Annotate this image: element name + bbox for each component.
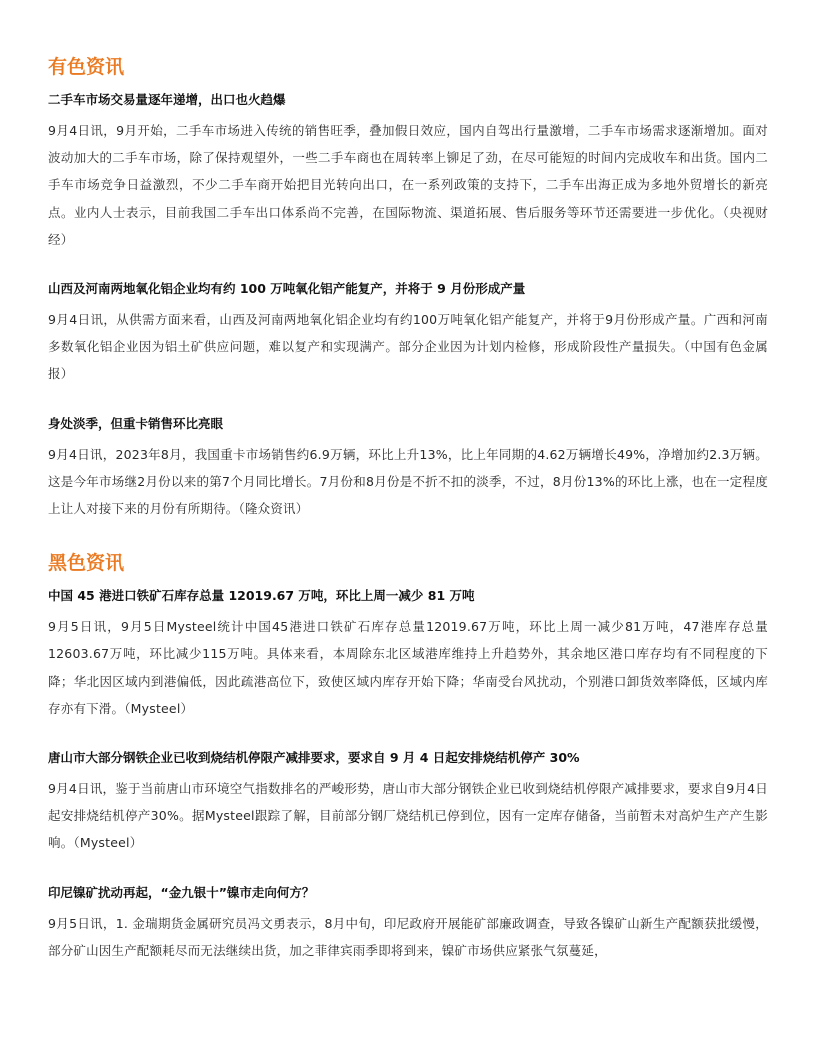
article-title: 中国 45 港进口铁矿石库存总量 12019.67 万吨，环比上周一减少 81 万吨 [48,588,475,604]
article-body: 9月4日讯，鉴于当前唐山市环境空气指数排名的严峻形势，唐山市大部分钢铁企业已收到烧结机停限产减排要求，要求自9月4日起安排烧结机停产30%。据Mysteel跟踪了解，目前部分钢厂烧结机已停到位，因有一定库存储备，当前暂未对高炉生产产生影响。（Mysteel） [48,781,768,851]
section-nonferrous [48,54,768,542]
article-body: 9月5日讯，9月5日Mysteel统计中国45港进口铁矿石库存总量12019.67万吨，环比上周一减少81万吨，47港库存总量12603.67万吨，环比减少115万吨。具体来看，本周除东北区域港库维持上升趋势外，其余地区港口库存均有不同程度的下降；华北因区域内到港偏低，因此疏港高位下，致使区域内库存开始下降；华南受台风扰动，个别港口卸货效率降低，区域内库存亦有下滑。（Mysteel） [48,619,768,716]
article-body: 9月4日讯，从供需方面来看，山西及河南两地氧化铝企业均有约100万吨氧化铝产能复产，并将于9月份形成产量。广西和河南多数氧化铝企业因为铝土矿供应问题，难以复产和实现满产。部分企业因为计划内检修，形成阶段性产量损失。（中国有色金属报） [48,312,768,382]
article-title: 唐山市大部分钢铁企业已收到烧结机停限产减排要求，要求自 9 月 4 日起安排烧结机停产 30% [48,750,580,766]
section-ferrous [48,550,768,964]
section-title: 黑色资讯 [48,552,125,575]
article-title: 山西及河南两地氧化铝企业均有约 100 万吨氧化铝产能复产，并将于 9 月份形成产量 [48,281,526,297]
article [48,883,768,964]
article-body: 9月4日讯，2023年8月，我国重卡市场销售约6.9万辆，环比上升13%，比上年同期的4.62万辆增长49%，净增加约2.3万辆。这是今年市场继2月份以来的第7个月同比增长。7月份和8月份是不折不扣的淡季，不过，8月份13%的环比上涨，也在一定程度上让人对接下来的月份有所期待。（隆众资讯） [48,446,768,517]
section-title: 有色资讯 [48,56,125,78]
article [48,586,768,722]
article [48,279,768,388]
article-body: 9月4日讯，9月开始，二手车市场进入传统的销售旺季，叠加假日效应，国内自驾出行量激增，二手车市场需求逐渐增加。面对波动加大的二手车市场，除了保持观望外，一些二手车商也在周转率上铆足了劲，在尽可能短的时间内完成收车和出货。国内二手车市场竞争日益激烈，不少二手车商开始把目光转向出口，在一系列政策的支持下，二手车出海正成为多地外贸增长的新亮点。业内人士表示，目前我国二手车出口体系尚不完善，在国际物流、渠道拓展、售后服务等环节还需要进一步优化。（央视财经） [48,123,768,247]
article [48,90,768,253]
article [48,748,768,857]
article-body: 9月5日讯，1. 金瑞期货金属研究员冯文勇表示，8月中旬，印尼政府开展能矿部廉政调查，导致各镍矿山新生产配额获批缓慢，部分矿山因生产配额耗尽而无法继续出货，加之菲律宾雨季即将到来，镍矿市场供应紧张气氛蔓延， [48,915,768,958]
article-title: 二手车市场交易量逐年递增，出口也火趋爆 [48,92,286,107]
article-title: 印尼镍矿扰动再起，“金九银十”镍市走向何方？ [48,884,315,900]
article-title: 身处淡季，但重卡销售环比亮眼 [48,415,224,431]
article [48,414,768,523]
